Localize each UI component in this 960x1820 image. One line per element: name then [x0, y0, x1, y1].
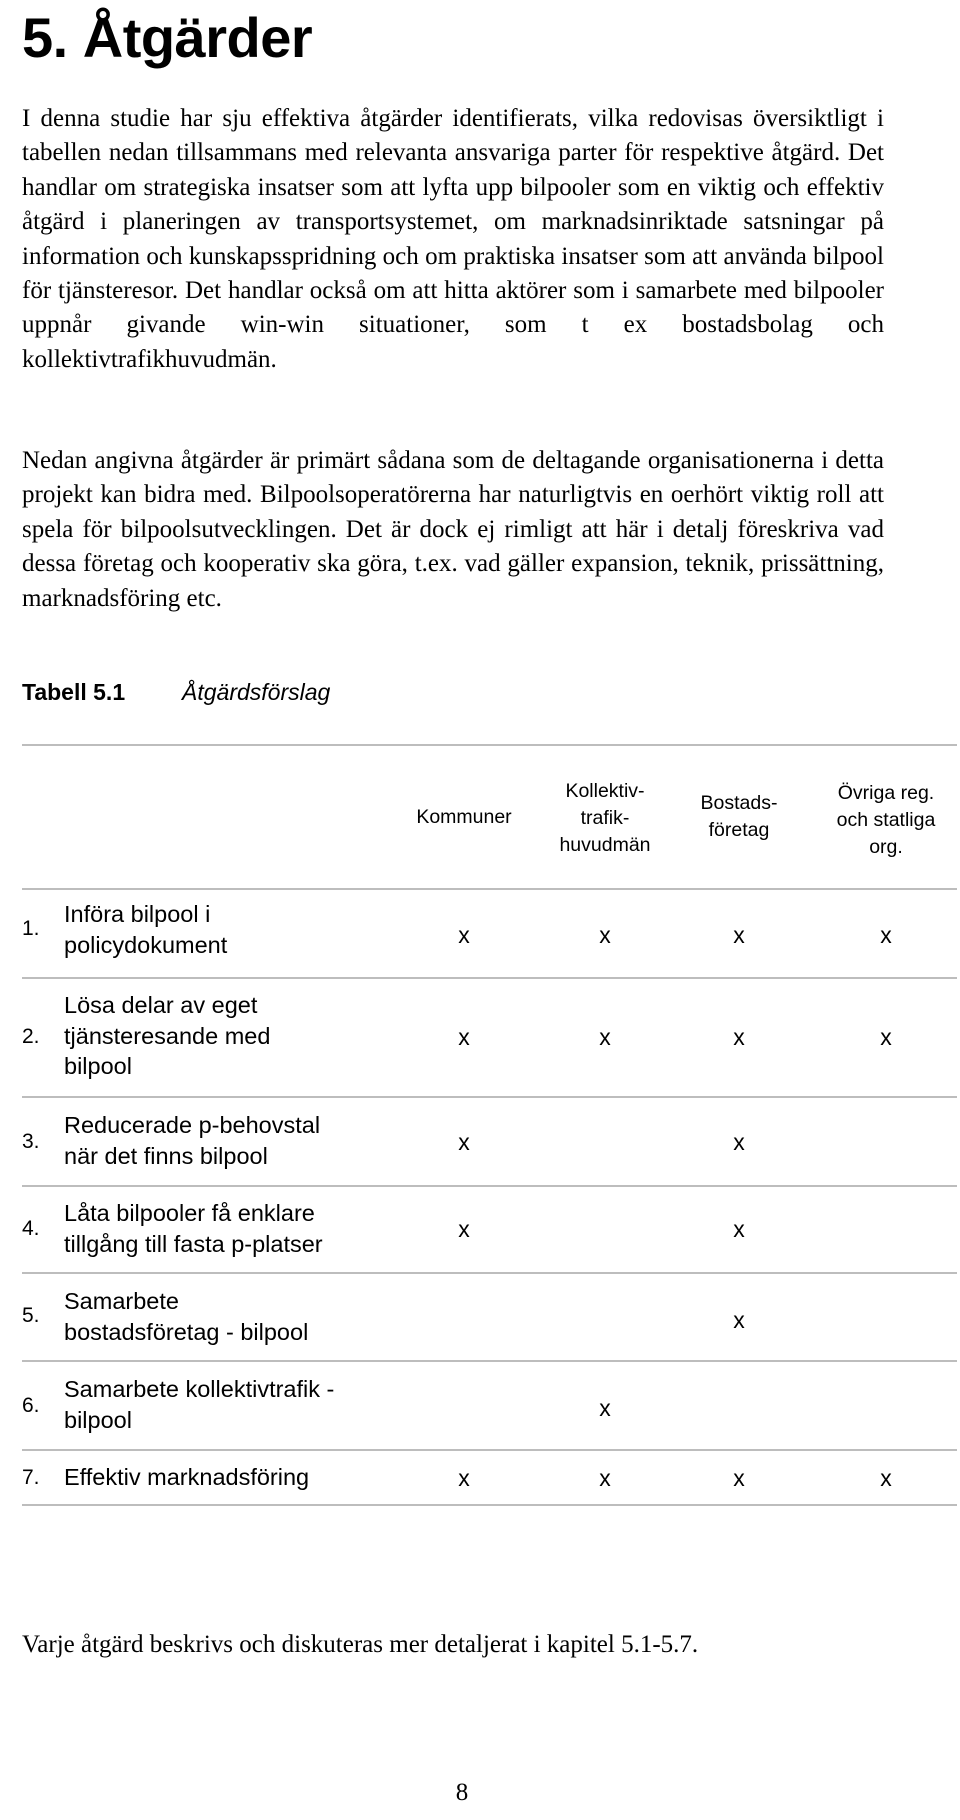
row-number: 3.	[22, 1130, 40, 1153]
row-mark: x	[733, 1465, 745, 1491]
row-number: 6.	[22, 1394, 40, 1417]
row-label: Effektiv marknadsföring	[64, 1464, 310, 1490]
row-label: Införa bilpool i policydokument	[64, 901, 228, 958]
row-mark: x	[458, 1024, 470, 1050]
column-header-kollektivtrafikhuvudman: Kollektiv- trafik- huvudmän	[559, 780, 651, 856]
footer-note: Varje åtgärd beskrivs och diskuteras mer detaljerat i kapitel 5.1-5.7.	[22, 1631, 699, 1658]
row-number: 1.	[22, 917, 40, 940]
row-mark: x	[599, 922, 611, 948]
row-number: 5.	[22, 1304, 40, 1327]
table-header-rule	[22, 888, 957, 890]
row-mark: x	[599, 1395, 611, 1421]
section-heading: 5. Åtgärder	[22, 6, 313, 69]
table-caption-number: Tabell 5.1	[22, 679, 126, 705]
row-divider	[22, 1096, 957, 1098]
row-number: 2.	[22, 1025, 40, 1048]
row-divider	[22, 1449, 957, 1451]
row-mark: x	[880, 1024, 892, 1050]
row-number: 4.	[22, 1217, 40, 1240]
table-caption-title: Åtgärdsförslag	[182, 679, 331, 705]
page-number: 8	[455, 1779, 469, 1806]
intro-paragraph: I denna studie har sju effektiva åtgärder identifierats, vilka redovisas översiktligt i tabellen nedan tillsammans med relevanta ansvariga parter för respektive åtgärd. Det handlar om strategiska insatser som att lyfta upp bilpooler som en viktig och effektiv åtgärd i planeringen av transportsystemet, om marknadsinriktade satsningar på information och kunskapsspridning och om praktiska insatser som att använda bilpool för tjänsteresor. Det handlar också om att hitta aktörer som i samarbete med bilpooler uppnår givande win-win situationer, som t ex bostadsbolag och kollektivtrafikhuvudmän.	[22, 105, 884, 373]
row-divider	[22, 1272, 957, 1274]
row-mark: x	[880, 922, 892, 948]
row-number: 7.	[22, 1466, 40, 1489]
row-divider	[22, 977, 957, 979]
column-header-bostadsforetag: Bostads- företag	[700, 792, 778, 841]
row-mark: x	[880, 1465, 892, 1491]
row-label: Samarbete bostadsföretag - bilpool	[64, 1288, 309, 1345]
row-mark: x	[458, 1465, 470, 1491]
row-label: Lösa delar av eget tjänsteresande med bilpool	[64, 992, 271, 1079]
row-label: Reducerade p-behovstal när det finns bilpool	[64, 1112, 321, 1169]
row-mark: x	[599, 1465, 611, 1491]
table-bottom-rule	[22, 1504, 957, 1506]
row-mark: x	[458, 1216, 470, 1242]
column-header-kommuner: Kommuner	[416, 806, 512, 828]
row-divider	[22, 1360, 957, 1362]
row-mark: x	[458, 922, 470, 948]
row-label: Samarbete kollektivtrafik - bilpool	[64, 1376, 335, 1433]
row-mark: x	[733, 1129, 745, 1155]
row-mark: x	[733, 1307, 745, 1333]
row-mark: x	[733, 1216, 745, 1242]
scope-paragraph: Nedan angivna åtgärder är primärt sådana som de deltagande organisationerna i detta projekt kan bidra med. Bilpoolsoperatörerna har naturligtvis en oerhört viktig roll att spela för bilpoolsutvecklingen. Det är dock ej rimligt att här i detalj föreskriva vad dessa företag och kooperativ ska göra, t.ex. vad gäller expansion, teknik, prissättning, marknadsföring etc.	[22, 447, 884, 612]
row-mark: x	[599, 1024, 611, 1050]
column-header-ovriga: Övriga reg. och statliga org.	[836, 782, 936, 858]
row-label: Låta bilpooler få enklare tillgång till fasta p-platser	[64, 1200, 323, 1257]
row-mark: x	[458, 1129, 470, 1155]
row-mark: x	[733, 1024, 745, 1050]
row-mark: x	[733, 922, 745, 948]
row-divider	[22, 1185, 957, 1187]
table-top-rule	[22, 744, 957, 746]
